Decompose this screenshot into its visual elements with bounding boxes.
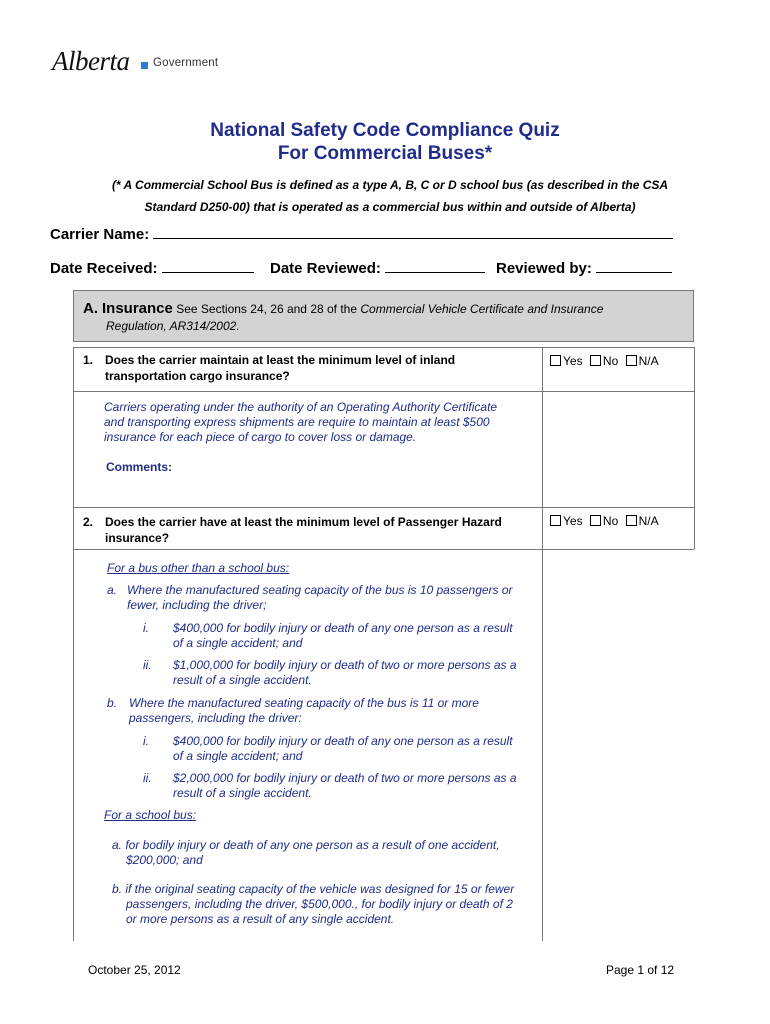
q2-b-line-2: passengers, including the driver: — [129, 711, 302, 725]
q2-b-label: b. — [107, 696, 118, 710]
q2-no-option[interactable] — [590, 514, 618, 528]
section-name: Insurance — [102, 300, 173, 317]
note-line-1: (* A Commercial School Bus is defined as a type A, B, C or D school bus (as described in the CSA — [111, 178, 669, 192]
carrier-name-label: Carrier Name: — [50, 226, 150, 243]
section-letter: A. — [83, 300, 98, 317]
reviewed-by-label: Reviewed by: — [496, 260, 592, 277]
q2-yes-label: Yes — [563, 514, 583, 528]
q2-a-i-label: i. — [143, 621, 149, 635]
q1-divider — [73, 391, 542, 392]
section-desc-line-2: Regulation, AR314/2002. — [106, 319, 240, 333]
question-2 — [83, 514, 533, 548]
q1-na-checkbox[interactable] — [626, 355, 637, 366]
q2-b-i-label: i. — [143, 734, 149, 748]
q2-b-i-line-1: $400,000 for bodily injury or death of any one person as a result — [173, 734, 513, 748]
table-right-border-1 — [694, 347, 695, 549]
question-1 — [83, 352, 533, 386]
q2-b-i-text — [173, 734, 513, 764]
table-left-border-2 — [73, 549, 74, 941]
q2-school-a-line-1: a. for bodily injury or death of any one person as a result of one accident, — [112, 838, 500, 852]
date-reviewed-field[interactable] — [270, 258, 485, 277]
q2-b-line-1: Where the manufactured seating capacity of the bus is 11 or more — [129, 696, 479, 710]
q1-guidance-line-1: Carriers operating under the authority of an Operating Authority Certificate — [104, 400, 498, 414]
q2-text: Does the carrier have at least the minimum level of Passenger Hazard insurance? — [105, 515, 502, 545]
date-received-line[interactable] — [162, 258, 254, 273]
q1-yes-checkbox[interactable] — [550, 355, 561, 366]
q2-divider — [73, 549, 694, 550]
q2-no-checkbox[interactable] — [590, 515, 601, 526]
q2-school-b-line-3: or more persons as a result of any single accident. — [126, 912, 395, 926]
reviewed-by-line[interactable] — [596, 258, 672, 273]
table-answer-divider-2 — [542, 549, 543, 941]
q2-answer-options — [550, 514, 663, 528]
logo-square-icon — [141, 62, 148, 69]
q1-no-checkbox[interactable] — [590, 355, 601, 366]
q2-a-i-line-1: $400,000 for bodily injury or death of any one person as a result — [173, 621, 513, 635]
q1-yes-label: Yes — [563, 354, 583, 368]
q1-no-option[interactable] — [590, 354, 618, 368]
reviewed-by-field[interactable] — [496, 258, 672, 277]
q2-school-b — [112, 882, 514, 927]
q2-a-line-1: Where the manufactured seating capacity of the bus is 10 passengers or — [127, 583, 513, 597]
q2-b-ii-label: ii. — [143, 771, 152, 785]
q2-b-ii-text — [173, 771, 517, 801]
date-reviewed-line[interactable] — [385, 258, 485, 273]
table-left-border-1 — [73, 347, 74, 549]
q2-a-ii-line-1: $1,000,000 for bodily injury or death of two or more persons as a — [173, 658, 517, 672]
q2-school-a-line-2: $200,000; and — [126, 853, 203, 867]
q2-na-label: N/A — [638, 514, 659, 528]
carrier-name-line[interactable] — [153, 224, 673, 239]
q2-a-line-2: fewer, including the driver; — [127, 598, 267, 612]
q2-school-b-line-2: passengers, including the driver, $500,000., for bodily injury or death of 2 — [126, 897, 513, 911]
definition-note — [60, 174, 720, 218]
page-subtitle: For Commercial Buses* — [277, 143, 493, 164]
q2-a-text — [127, 583, 513, 613]
table-answer-divider-1 — [542, 347, 543, 549]
footer-page-number: Page 1 of 12 — [606, 963, 675, 977]
section-desc-prefix: See Sections 24, 26 and 28 of the — [176, 302, 358, 316]
q2-school-b-line-1: b. if the original seating capacity of the vehicle was designed for 15 or fewer — [112, 882, 515, 896]
date-received-field[interactable] — [50, 258, 254, 277]
q2-a-i-text — [173, 621, 513, 651]
q2-no-label: No — [602, 514, 619, 528]
logo-script: Alberta — [52, 46, 130, 76]
q2-school-a — [112, 838, 500, 868]
alberta-government-logo — [52, 44, 252, 80]
footer-date: October 25, 2012 — [88, 963, 181, 977]
date-reviewed-label: Date Reviewed: — [270, 260, 381, 277]
q1-guidance-line-2: and transporting express shipments are require to maintain at least $500 — [104, 415, 490, 429]
q1-guidance-line-3: insurance for each piece of cargo to cover loss or damage. — [104, 430, 417, 444]
page-title: National Safety Code Compliance Quiz — [210, 120, 560, 141]
q1-no-label: No — [602, 354, 619, 368]
q2-top-border — [73, 507, 694, 508]
section-insurance-header — [73, 290, 694, 342]
q2-school-heading: For a school bus: — [104, 808, 197, 822]
q2-a-ii-label: ii. — [143, 658, 152, 672]
q2-number: 2. — [83, 515, 94, 529]
section-desc-italic: Commercial Vehicle Certificate and Insurance — [360, 302, 604, 316]
q1-guidance — [104, 400, 497, 445]
table-top-border — [73, 347, 694, 348]
q2-yes-option[interactable] — [550, 514, 583, 528]
q1-comments-label: Comments: — [106, 460, 173, 474]
q2-na-checkbox[interactable] — [626, 515, 637, 526]
carrier-name-field[interactable] — [50, 224, 673, 243]
q2-yes-checkbox[interactable] — [550, 515, 561, 526]
q2-b-ii-line-2: result of a single accident. — [173, 786, 312, 800]
logo-government: Government — [153, 57, 219, 69]
section-line-1 — [83, 301, 603, 317]
q1-answer-divider — [542, 391, 694, 392]
note-line-2: Standard D250-00) that is operated as a commercial bus within and outside of Alberta) — [144, 200, 636, 214]
q2-a-ii-line-2: result of a single accident. — [173, 673, 312, 687]
q2-na-option[interactable] — [626, 514, 659, 528]
q2-b-text — [129, 696, 479, 726]
q1-number: 1. — [83, 353, 94, 367]
q2-a-label: a. — [107, 583, 118, 597]
q1-na-option[interactable] — [626, 354, 659, 368]
q1-na-label: N/A — [638, 354, 659, 368]
q1-yes-option[interactable] — [550, 354, 583, 368]
q1-answer-options — [550, 354, 663, 368]
date-received-label: Date Received: — [50, 260, 158, 277]
q2-b-i-line-2: of a single accident; and — [173, 749, 303, 763]
q2-a-i-line-2: of a single accident; and — [173, 636, 303, 650]
q1-text: Does the carrier maintain at least the minimum level of inland transportation cargo insurance? — [105, 353, 456, 383]
q2-a-ii-text — [173, 658, 517, 688]
q2-b-ii-line-1: $2,000,000 for bodily injury or death of two or more persons as a — [173, 771, 517, 785]
q2-non-school-heading: For a bus other than a school bus: — [107, 561, 290, 575]
